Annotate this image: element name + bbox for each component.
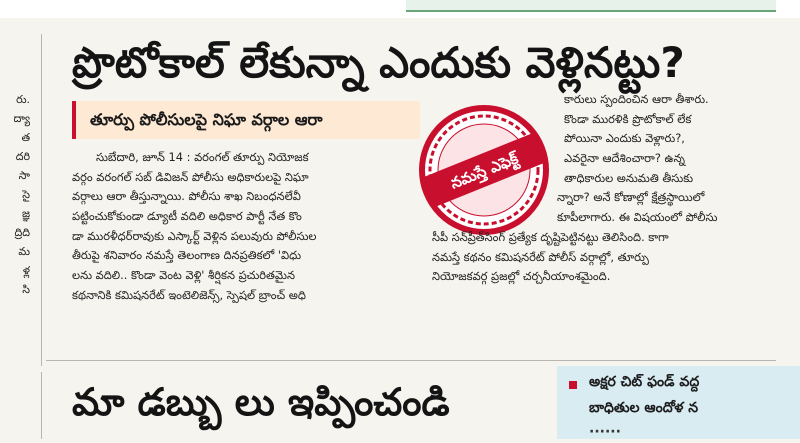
left-column-line: ళ్ల [22, 264, 30, 277]
body-line: లను వదిలి.. కొండా వెంట వెళ్లి' శీర్షికన ప్రచురితమైన [72, 268, 295, 283]
left-column-line: సై [22, 188, 30, 201]
left-column-line: త [21, 131, 30, 144]
body-line: సుబేదారి, జూన్‌ 14 : వరంగల్‌ తూర్పు నియోజక [96, 150, 309, 164]
left-column-fragment [0, 90, 30, 299]
body-line: పోయినా ఎందుకు వెళ్లారు?, [564, 131, 685, 146]
body-line: నమస్తే కథనం కమిషనరేట్‌ పోలీస్‌ వర్గాల్లో, తూర్పు [432, 249, 649, 264]
left-column-line: రు. [16, 93, 30, 106]
body-line: డా మురళీధర్‌రావుకు ఎస్కార్ట్‌ వెళ్లిన పలువురు పోలీసుల [72, 228, 317, 243]
article-body-right [432, 90, 777, 287]
second-article-headline: మా డబ్బు లు ఇప్పించండి [72, 380, 450, 424]
article-subheadline-box [72, 101, 420, 139]
article-body-left [72, 148, 424, 306]
side-story-line: బాధితుల ఆందోళ న [589, 400, 699, 416]
column-divider [41, 34, 42, 366]
side-story-line: అక్షర చిట్‌ ఫండ్‌ వద్ద [589, 374, 700, 390]
bullet-square-icon [569, 381, 577, 389]
body-line: పట్టించుకోకుండా డ్యూటీ వదిలి అధికార పార్టీ నేత కొం [72, 209, 302, 224]
body-line: కారులు స్పందించిన ఆరా తీశారు. [564, 92, 709, 106]
body-line: తీరుపై శనివారం నమస్తే తెలంగాణ దినప్రతికలో 'విధు [72, 248, 302, 263]
left-column-line: ద్రిది [14, 226, 30, 239]
stamp-label: నమస్తే ఎఫెక్ట్ [447, 149, 521, 193]
left-column-line: సి [22, 283, 30, 296]
body-line: కొండా మురళికి ప్రొటోకాల్‌ లేక [564, 111, 692, 126]
left-column-line: ద్యా [13, 112, 30, 125]
body-line: ఎవరైనా ఆదేశించారా? ఉన్న [564, 151, 685, 166]
section-divider [46, 360, 776, 361]
body-line: న్నారా? అనే కోణాల్లో క్షేత్రస్థాయిలో [557, 190, 705, 205]
left-column-line: జ్ఞ [21, 207, 30, 220]
body-line: వర్గాలు ఆరా తీస్తున్నాయి. పోలీసు శాఖ నిబంధనలేవీ [72, 189, 301, 204]
left-column-line: దరి [15, 150, 30, 163]
body-line: కథనానికి కమిషనరేట్‌ ఇంటెలిజెన్స్‌, స్పెషల్‌ బ్రాంచ్‌ అధి [72, 287, 306, 302]
article-headline: ప్రొటోకాల్‌ లేకున్నా ఎందుకు వెళ్లినట్టు? [72, 38, 685, 87]
side-story-panel [557, 366, 800, 439]
body-line: కూపీలాగారు. ఈ విషయంలో పోలీసు [557, 210, 718, 225]
body-line: తాధికారుల అనుమతి తీసుకు [564, 170, 694, 185]
body-line: సీపీ సన్‌ప్రీత్‌సింగ్‌ ప్రత్యేక దృష్టిపెట్టినట్టు తెలిసింది. కాగా [432, 229, 669, 244]
column-divider [41, 372, 42, 439]
article-subheadline: తూర్పు పోలీసులపై నిఘా వర్గాల ఆరా [90, 110, 323, 129]
side-story-line: ······ [589, 424, 621, 440]
body-line: నియోజకవర్గ ప్రజల్లో చర్చనీయాంశమైంది. [432, 269, 611, 284]
body-line: వర్గం వరంగల్‌ సబ్‌ డివిజన్‌ పోలీసు అధికారులపై నిఘా [72, 169, 309, 184]
left-column-line: మ [18, 245, 30, 258]
left-column-line: సా [18, 169, 30, 182]
top-box [406, 0, 776, 12]
